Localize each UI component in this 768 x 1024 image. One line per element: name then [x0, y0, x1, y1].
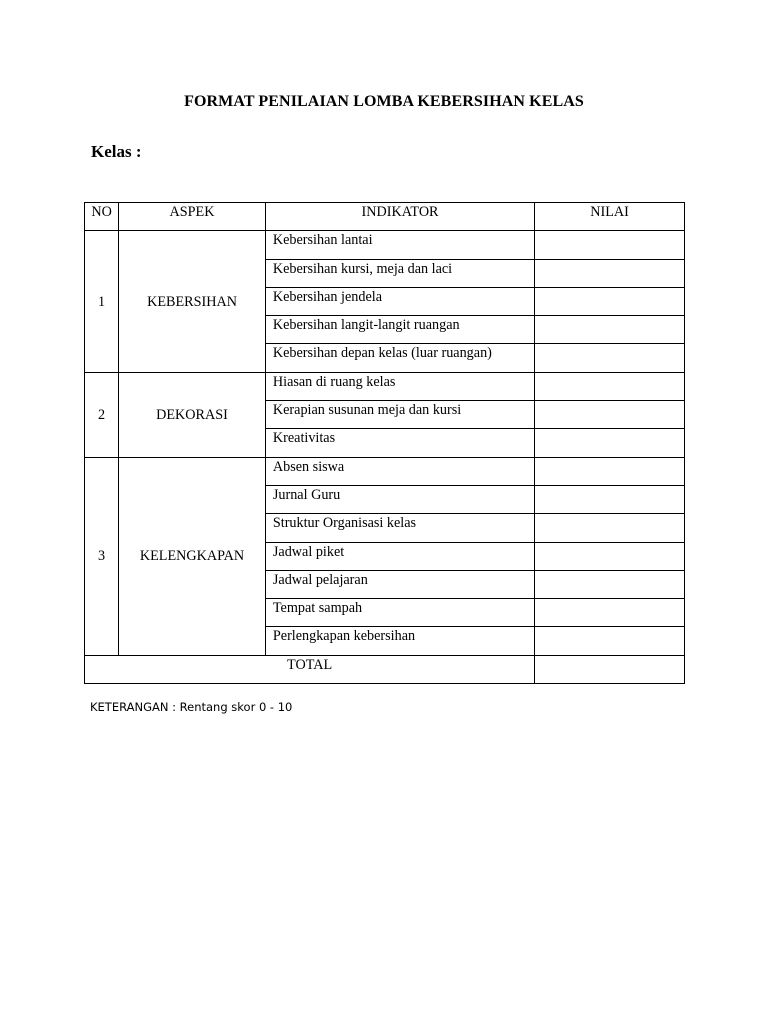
group-aspek-cell: KELENGKAPAN — [119, 457, 266, 655]
nilai-cell[interactable] — [535, 457, 685, 485]
nilai-cell[interactable] — [535, 231, 685, 259]
group-no-cell: 2 — [85, 372, 119, 457]
indikator-cell: Kebersihan jendela — [265, 287, 534, 315]
assessment-table — [84, 202, 685, 684]
indikator-cell: Kebersihan lantai — [265, 231, 534, 259]
nilai-cell[interactable] — [535, 542, 685, 570]
header-aspek: ASPEK — [119, 203, 266, 231]
group-aspek-cell: KEBERSIHAN — [119, 231, 266, 372]
nilai-cell[interactable] — [535, 514, 685, 542]
total-nilai-cell[interactable] — [535, 655, 685, 683]
indikator-cell: Jurnal Guru — [265, 485, 534, 513]
nilai-cell[interactable] — [535, 372, 685, 400]
indikator-cell: Jadwal pelajaran — [265, 570, 534, 598]
nilai-cell[interactable] — [535, 316, 685, 344]
document-title: FORMAT PENILAIAN LOMBA KEBERSIHAN KELAS — [184, 93, 584, 110]
nilai-cell[interactable] — [535, 570, 685, 598]
nilai-cell[interactable] — [535, 287, 685, 315]
group-no-cell: 1 — [85, 231, 119, 372]
table-header-row — [85, 203, 685, 231]
indikator-cell: Kerapian susunan meja dan kursi — [265, 401, 534, 429]
indikator-cell: Jadwal piket — [265, 542, 534, 570]
indikator-cell: Struktur Organisasi kelas — [265, 514, 534, 542]
total-label: TOTAL — [85, 655, 535, 683]
header-no: NO — [85, 203, 119, 231]
keterangan-note: KETERANGAN : Rentang skor 0 - 10 — [90, 700, 293, 714]
nilai-cell[interactable] — [535, 485, 685, 513]
indikator-cell: Kebersihan depan kelas (luar ruangan) — [265, 344, 534, 372]
nilai-cell[interactable] — [535, 259, 685, 287]
nilai-cell[interactable] — [535, 344, 685, 372]
total-row — [85, 655, 685, 683]
group-no-cell: 3 — [85, 457, 119, 655]
indikator-cell: Tempat sampah — [265, 599, 534, 627]
nilai-cell[interactable] — [535, 401, 685, 429]
indikator-cell: Perlengkapan kebersihan — [265, 627, 534, 655]
indikator-cell: Kebersihan langit-langit ruangan — [265, 316, 534, 344]
indikator-cell: Kebersihan kursi, meja dan laci — [265, 259, 534, 287]
group-aspek-cell: DEKORASI — [119, 372, 266, 457]
table-row — [85, 231, 685, 259]
nilai-cell[interactable] — [535, 627, 685, 655]
nilai-cell[interactable] — [535, 599, 685, 627]
header-indikator: INDIKATOR — [265, 203, 534, 231]
table-row — [85, 372, 685, 400]
nilai-cell[interactable] — [535, 429, 685, 457]
kelas-label: Kelas : — [91, 142, 142, 161]
indikator-cell: Absen siswa — [265, 457, 534, 485]
header-nilai: NILAI — [535, 203, 685, 231]
table-row — [85, 457, 685, 485]
indikator-cell: Kreativitas — [265, 429, 534, 457]
indikator-cell: Hiasan di ruang kelas — [265, 372, 534, 400]
